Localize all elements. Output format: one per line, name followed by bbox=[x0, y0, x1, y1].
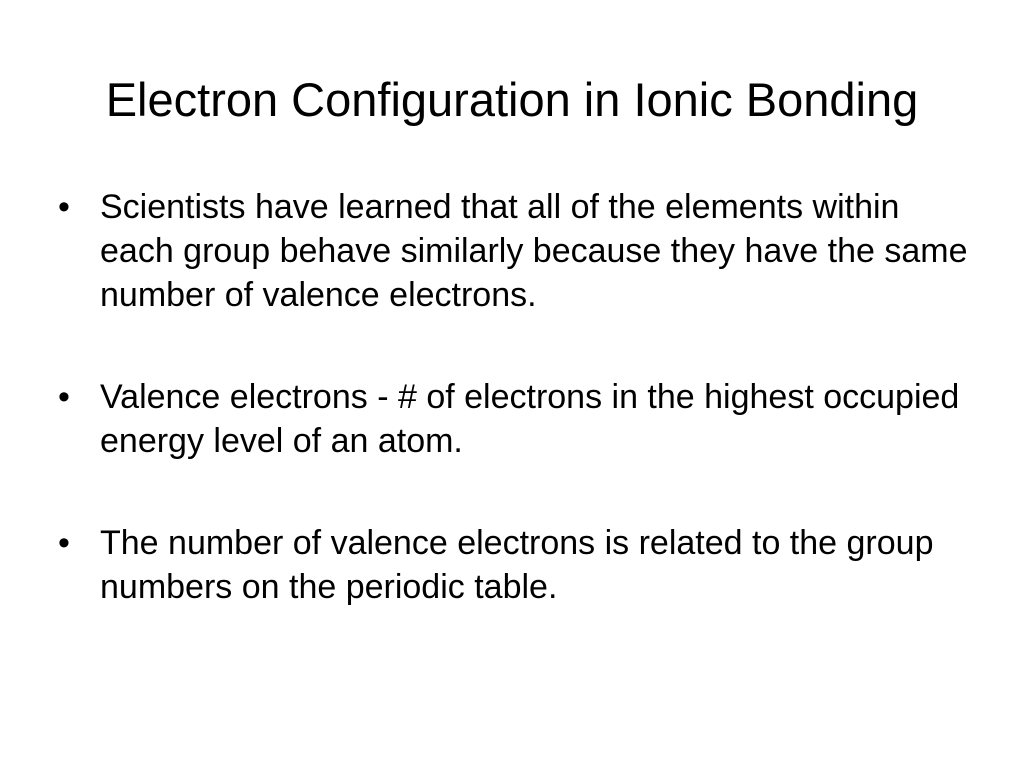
bullet-text: Valence electrons - # of electrons in the highest occupied energy level of an atom. bbox=[100, 378, 960, 460]
bullet-marker: • bbox=[58, 524, 70, 562]
slide-title: Electron Configuration in Ionic Bonding bbox=[105, 73, 919, 126]
bullet-text: Scientists have learned that all of the elements within each group behave similarly because they have the same number of valence electrons. bbox=[100, 188, 968, 314]
bullet-item bbox=[58, 185, 978, 317]
bullet-text: The number of valence electrons is related to the group numbers on the periodic table. bbox=[100, 524, 934, 606]
bullet-item bbox=[58, 521, 978, 609]
bullet-list bbox=[58, 185, 978, 667]
bullet-marker: • bbox=[58, 188, 70, 226]
bullet-item bbox=[58, 375, 978, 463]
bullet-marker: • bbox=[58, 378, 70, 416]
